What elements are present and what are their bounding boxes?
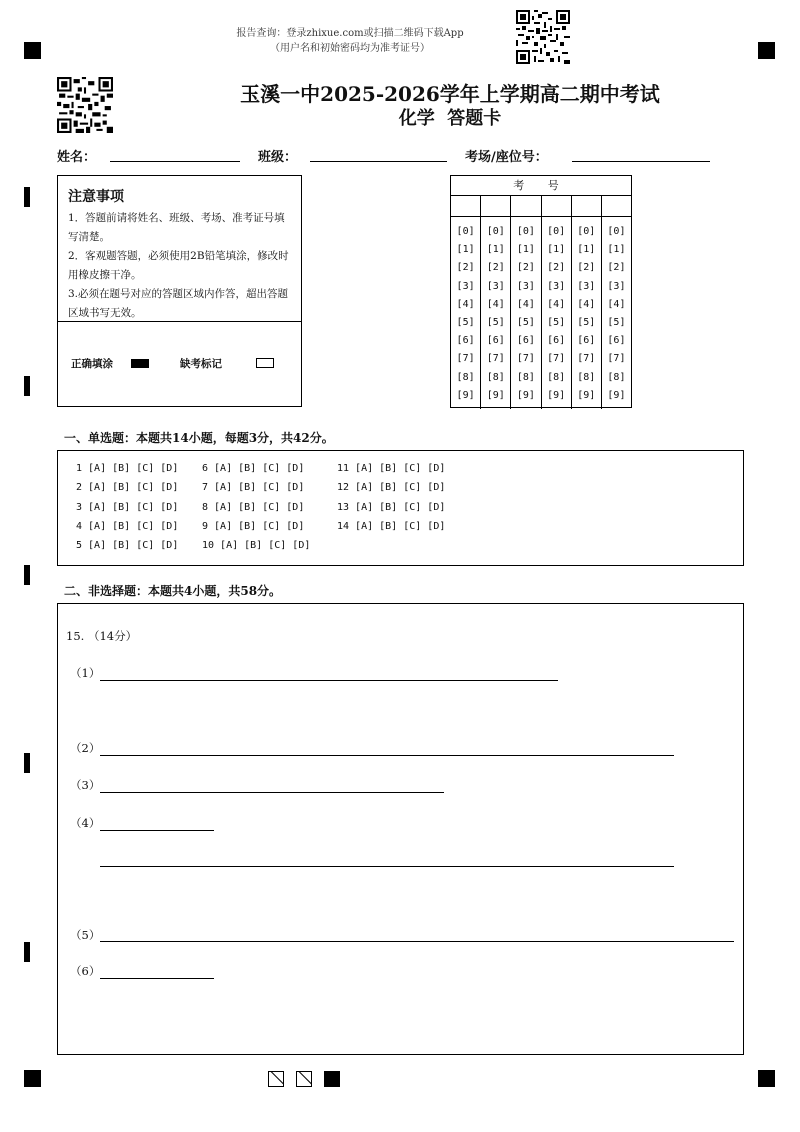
- exam-digit-bubble[interactable]: [9]: [516, 389, 535, 401]
- exam-digit-bubble[interactable]: [0]: [577, 226, 596, 237]
- exam-number-write-cell[interactable]: [451, 196, 480, 217]
- exam-digit-bubble[interactable]: [5]: [547, 316, 566, 328]
- exam-number-column: [572, 196, 602, 409]
- exam-digit-bubble[interactable]: [6]: [486, 335, 505, 347]
- exam-digit-list: [481, 217, 510, 405]
- exam-number-column: [542, 196, 572, 409]
- page-marker-slash-box: [296, 1071, 312, 1087]
- exam-digit-bubble[interactable]: [1]: [486, 244, 505, 256]
- notice-divider: [58, 321, 301, 322]
- exam-digit-bubble[interactable]: [9]: [607, 389, 626, 401]
- choice-question-9[interactable]: 9 [A] [B] [C] [D]: [202, 520, 305, 532]
- exam-digit-bubble[interactable]: [2]: [577, 262, 596, 274]
- choice-question-7[interactable]: 7 [A] [B] [C] [D]: [202, 482, 305, 494]
- report-query-note: 报告查询：登录zhixue.com或扫描二维码下载App: [236, 28, 464, 39]
- alignment-mark-bottom-right: [758, 1070, 775, 1087]
- exam-digit-bubble[interactable]: [8]: [516, 371, 535, 383]
- exam-number-write-cell[interactable]: [602, 196, 631, 217]
- choice-question-4[interactable]: 4 [A] [B] [C] [D]: [76, 520, 179, 532]
- choice-question-12[interactable]: 12 [A] [B] [C] [D]: [337, 482, 446, 494]
- password-note: （用户名和初始密码均为准考证号）: [270, 43, 430, 54]
- exam-digit-bubble[interactable]: [4]: [547, 298, 566, 310]
- notice-list: [68, 209, 293, 323]
- timing-mark: [24, 187, 30, 207]
- download-app-qr-code: [516, 10, 570, 64]
- exam-digit-bubble[interactable]: [3]: [607, 280, 626, 292]
- question-15-label: 15. （14分）: [66, 629, 138, 643]
- choice-question-13[interactable]: 13 [A] [B] [C] [D]: [337, 501, 446, 513]
- part-3-answer-line[interactable]: [100, 792, 444, 793]
- timing-mark: [24, 376, 30, 396]
- notice-item: 2．客观题答题，必须使用2B铅笔填涂，修改时用橡皮擦干净。: [68, 250, 289, 281]
- exam-digit-bubble[interactable]: [3]: [516, 280, 535, 292]
- exam-digit-bubble[interactable]: [0]: [547, 226, 566, 237]
- exam-digit-bubble[interactable]: [1]: [516, 244, 535, 256]
- exam-number-column: [602, 196, 631, 409]
- exam-number-write-cell[interactable]: [542, 196, 571, 217]
- choice-question-11[interactable]: 11 [A] [B] [C] [D]: [337, 463, 446, 474]
- exam-digit-list: [542, 217, 571, 405]
- exam-digit-bubble[interactable]: [7]: [456, 353, 475, 365]
- exam-qr-code: [57, 77, 113, 133]
- notice-title: 注意事项: [68, 189, 124, 205]
- exam-digit-bubble[interactable]: [3]: [456, 280, 475, 292]
- choice-question-8[interactable]: 8 [A] [B] [C] [D]: [202, 501, 305, 513]
- name-input-line[interactable]: [110, 161, 240, 162]
- exam-digit-bubble[interactable]: [7]: [547, 353, 566, 365]
- choice-question-3[interactable]: 3 [A] [B] [C] [D]: [76, 501, 179, 513]
- absent-mark-label: 缺考标记: [180, 358, 222, 370]
- answer-sheet-subtitle: 化学 答题卡: [398, 108, 502, 129]
- part-2-label: （2）: [70, 741, 101, 755]
- exam-digit-bubble[interactable]: [6]: [456, 335, 475, 347]
- exam-digit-bubble[interactable]: [2]: [607, 262, 626, 274]
- exam-digit-bubble[interactable]: [4]: [456, 298, 475, 310]
- timing-mark: [24, 942, 30, 962]
- timing-mark: [24, 753, 30, 773]
- part-5-label: （5）: [70, 928, 101, 942]
- exam-digit-bubble[interactable]: [9]: [486, 389, 505, 401]
- exam-number-write-cell[interactable]: [511, 196, 540, 217]
- exam-digit-bubble[interactable]: [0]: [456, 226, 475, 237]
- exam-digit-bubble[interactable]: [2]: [486, 262, 505, 274]
- exam-title: 玉溪一中2025-2026学年上学期高二期中考试: [240, 82, 660, 106]
- exam-digit-bubble[interactable]: [3]: [486, 280, 505, 292]
- exam-number-write-cell[interactable]: [481, 196, 510, 217]
- section1-title: 一、单选题：本题共14小题，每题3分，共42分。: [64, 431, 334, 445]
- exam-digit-bubble[interactable]: [8]: [547, 371, 566, 383]
- exam-digit-bubble[interactable]: [3]: [547, 280, 566, 292]
- notice-item: 3.必须在题号对应的答题区域内作答，超出答题区域书写无效。: [68, 288, 289, 319]
- exam-digit-bubble[interactable]: [2]: [516, 262, 535, 274]
- exam-digit-bubble[interactable]: [5]: [607, 316, 626, 328]
- exam-digit-bubble[interactable]: [1]: [607, 244, 626, 256]
- exam-digit-bubble[interactable]: [6]: [577, 335, 596, 347]
- exam-digit-bubble[interactable]: [7]: [577, 353, 596, 365]
- exam-digit-list: [602, 217, 631, 405]
- part-6-label: （6）: [70, 964, 101, 978]
- alignment-mark-bottom-left: [24, 1070, 41, 1087]
- exam-digit-bubble[interactable]: [0]: [516, 226, 535, 237]
- page-marker-slash-box: [268, 1071, 284, 1087]
- exam-digit-bubble[interactable]: [2]: [456, 262, 475, 274]
- choice-question-14[interactable]: 14 [A] [B] [C] [D]: [337, 520, 446, 532]
- exam-digit-bubble[interactable]: [3]: [577, 280, 596, 292]
- exam-number-write-cell[interactable]: [572, 196, 601, 217]
- class-label: 班级：: [258, 150, 298, 165]
- choice-question-5[interactable]: 5 [A] [B] [C] [D]: [76, 540, 179, 552]
- exam-digit-bubble[interactable]: [2]: [547, 262, 566, 274]
- exam-digit-bubble[interactable]: [4]: [577, 298, 596, 310]
- exam-digit-bubble[interactable]: [4]: [607, 298, 626, 310]
- exam-digit-bubble[interactable]: [4]: [486, 298, 505, 310]
- exam-digit-bubble[interactable]: [6]: [516, 335, 535, 347]
- exam-number-grid: [450, 175, 632, 408]
- exam-digit-bubble[interactable]: [7]: [516, 353, 535, 365]
- class-input-line[interactable]: [310, 161, 447, 162]
- exam-number-title: 考 号: [451, 176, 631, 196]
- timing-mark: [24, 565, 30, 585]
- exam-digit-list: [511, 217, 540, 405]
- choice-question-6[interactable]: 6 [A] [B] [C] [D]: [202, 463, 305, 474]
- exam-digit-list: [572, 217, 601, 405]
- exam-number-column: [451, 196, 481, 409]
- exam-digit-bubble[interactable]: [4]: [516, 298, 535, 310]
- exam-digit-bubble[interactable]: [5]: [486, 316, 505, 328]
- part-2-answer-line[interactable]: [100, 755, 674, 756]
- exam-digit-bubble[interactable]: [6]: [607, 335, 626, 347]
- exam-digit-bubble[interactable]: [8]: [577, 371, 596, 383]
- exam-digit-bubble[interactable]: [5]: [456, 316, 475, 328]
- multiple-choice-area: [57, 450, 744, 566]
- exam-digit-bubble[interactable]: [0]: [607, 226, 626, 237]
- exam-digit-bubble[interactable]: [9]: [547, 389, 566, 401]
- part-6-answer-line[interactable]: [100, 978, 214, 979]
- alignment-mark-top-right: [758, 42, 775, 59]
- notice-item: 1．答题前请将姓名、班级、考场、准考证号填写清楚。: [68, 212, 285, 243]
- exam-digit-bubble[interactable]: [5]: [577, 316, 596, 328]
- room-seat-input-line[interactable]: [572, 161, 710, 162]
- exam-digit-bubble[interactable]: [0]: [486, 226, 505, 237]
- exam-digit-bubble[interactable]: [8]: [456, 371, 475, 383]
- part-3-label: （3）: [70, 778, 101, 792]
- exam-digit-bubble[interactable]: [1]: [547, 244, 566, 256]
- correct-fill-label: 正确填涂: [71, 358, 113, 370]
- exam-digit-bubble[interactable]: [1]: [456, 244, 475, 256]
- exam-number-columns: [451, 196, 631, 409]
- absent-mark-box[interactable]: [256, 358, 274, 368]
- exam-digit-bubble[interactable]: [5]: [516, 316, 535, 328]
- part-5-answer-line[interactable]: [100, 941, 734, 942]
- exam-number-column: [511, 196, 541, 409]
- exam-digit-bubble[interactable]: [6]: [547, 335, 566, 347]
- exam-digit-bubble[interactable]: [1]: [577, 244, 596, 256]
- part-1-answer-line[interactable]: [100, 680, 558, 681]
- exam-digit-bubble[interactable]: [9]: [456, 389, 475, 401]
- part-1-label: （1）: [70, 666, 101, 680]
- notice-box: [57, 175, 302, 407]
- room-seat-label: 考场/座位号：: [465, 150, 548, 165]
- choice-question-2[interactable]: 2 [A] [B] [C] [D]: [76, 482, 179, 494]
- part-4-answer-line-2[interactable]: [100, 866, 674, 867]
- non-choice-answer-area: [57, 603, 744, 1055]
- choice-question-1[interactable]: 1 [A] [B] [C] [D]: [76, 463, 179, 474]
- exam-digit-bubble[interactable]: [9]: [577, 389, 596, 401]
- name-label: 姓名：: [57, 150, 97, 165]
- exam-number-column: [481, 196, 511, 409]
- exam-digit-bubble[interactable]: [7]: [607, 353, 626, 365]
- exam-digit-bubble[interactable]: [7]: [486, 353, 505, 365]
- part-4-label: （4）: [70, 816, 101, 830]
- part-4-answer-line[interactable]: [100, 830, 214, 831]
- choice-question-10[interactable]: 10 [A] [B] [C] [D]: [202, 540, 311, 552]
- exam-digit-bubble[interactable]: [8]: [607, 371, 626, 383]
- correct-fill-sample: [131, 359, 149, 368]
- exam-digit-bubble[interactable]: [8]: [486, 371, 505, 383]
- section2-title: 二、非选择题：本题共4小题，共58分。: [64, 584, 282, 598]
- page-marker-filled-box: [324, 1071, 340, 1087]
- exam-digit-list: [451, 217, 480, 405]
